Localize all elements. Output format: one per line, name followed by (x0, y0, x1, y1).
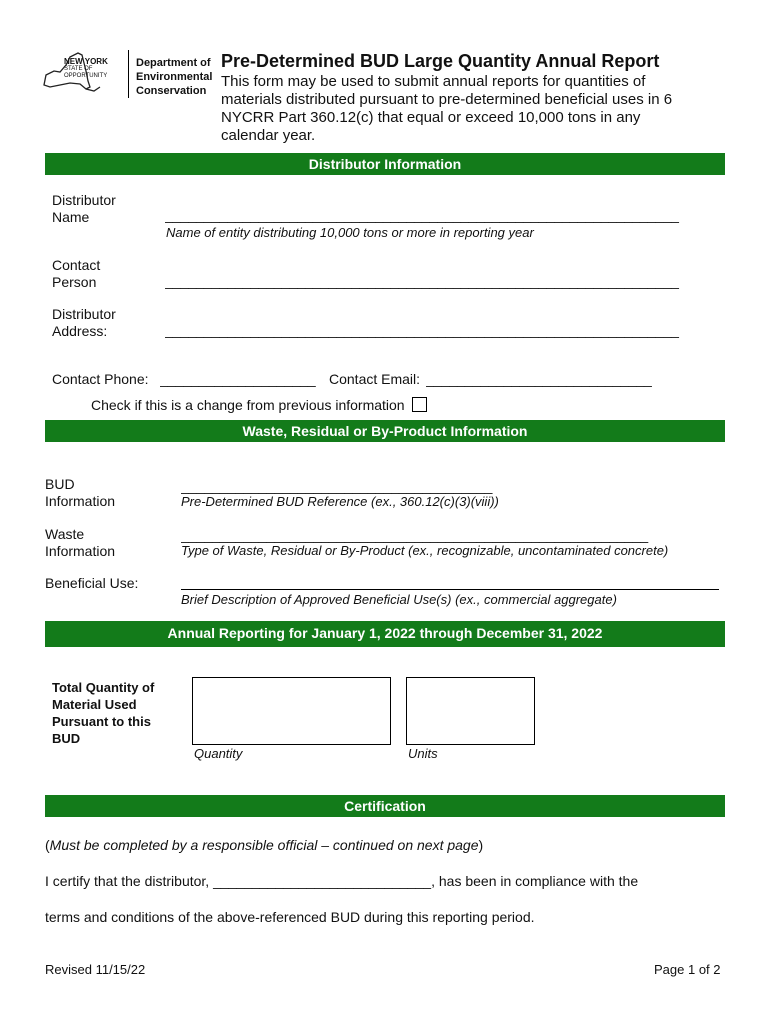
quantity-caption: Quantity (194, 746, 243, 761)
certification-note (45, 837, 483, 853)
bud-info-label-2: Information (45, 493, 116, 509)
distributor-address-label (52, 306, 116, 340)
units-caption: Units (408, 746, 438, 761)
contact-person-field[interactable]: __________________________________________________________________ (165, 273, 679, 289)
form-title: Pre-Determined BUD Large Quantity Annual Report (221, 51, 660, 71)
waste-info-label-2: Information (45, 543, 116, 559)
distributor-address-label-2: Address: (52, 323, 108, 339)
contact-phone-label: Contact Phone: (52, 371, 149, 387)
section-annual-header: Annual Reporting for January 1, 2022 through December 31, 2022 (45, 621, 725, 647)
logo-state: NEW YORK (64, 57, 108, 66)
logo-tagline-2: OPPORTUNITY (64, 73, 108, 79)
logo-state-text (64, 57, 108, 80)
bud-reference-field[interactable]: ________________________________________ (181, 478, 493, 494)
total-quantity-label-2: Material Used (52, 697, 137, 712)
distributor-name-label (52, 192, 116, 226)
waste-type-hint: Type of Waste, Residual or By-Product (ex., recognizable, uncontaminated concrete) (181, 543, 669, 558)
distributor-address-field[interactable]: __________________________________________________________________ (165, 322, 679, 338)
total-quantity-label (52, 679, 154, 747)
beneficial-use-field[interactable] (181, 589, 719, 590)
change-checkbox-label: Check if this is a change from previous information (91, 397, 405, 413)
section-distributor-header: Distributor Information (45, 153, 725, 175)
contact-email-field[interactable]: _____________________________ (426, 371, 652, 387)
units-input-box[interactable] (406, 677, 535, 745)
bud-reference-hint: Pre-Determined BUD Reference (ex., 360.12(c)(3)(viii)) (181, 494, 499, 509)
certification-statement-line-2: terms and conditions of the above-referenced BUD during this reporting period. (45, 909, 535, 925)
contact-phone-field[interactable]: ____________________ (160, 371, 316, 387)
revised-date: Revised 11/15/22 (45, 962, 146, 977)
quantity-input-box[interactable] (192, 677, 391, 745)
page-number: Page 1 of 2 (654, 962, 721, 977)
bud-info-label-1: BUD (45, 476, 75, 492)
logo-divider (128, 50, 129, 98)
certification-text-a: I certify that the distributor, (45, 873, 214, 889)
certification-text-b: , has been in compliance with the (431, 873, 639, 889)
certification-note-open: ( (45, 837, 50, 853)
waste-type-field[interactable]: ____________________________________________________________ (181, 527, 649, 543)
dept-line-3: Conservation (136, 85, 207, 97)
distributor-name-hint: Name of entity distributing 10,000 tons or more in reporting year (166, 225, 534, 240)
form-description: This form may be used to submit annual reports for quantities of materials distributed pursuant to pre-determined beneficial uses in 6 NYCRR Part 360.12(c) that equal or exceed 10,000 tons in any calendar year. (221, 73, 673, 144)
dept-line-2: Environmental (136, 71, 213, 83)
distributor-address-label-1: Distributor (52, 306, 116, 322)
waste-info-label (45, 526, 115, 560)
certification-statement-line-1 (45, 873, 638, 889)
dept-line-1: Department of (136, 57, 211, 69)
certification-note-close: ) (478, 837, 484, 853)
logo-tagline-1: STATE OF (64, 66, 93, 72)
total-quantity-label-4: BUD (52, 731, 81, 746)
bud-info-label (45, 476, 115, 510)
department-logo-text (136, 56, 212, 98)
change-checkbox[interactable] (412, 397, 427, 412)
waste-info-label-1: Waste (45, 526, 85, 542)
total-quantity-label-1: Total Quantity of (52, 680, 155, 695)
distributor-name-field[interactable]: __________________________________________________________________ (165, 207, 679, 223)
certification-distributor-field[interactable]: ____________________________ (213, 873, 432, 889)
total-quantity-label-3: Pursuant to this (52, 714, 151, 729)
contact-person-label (52, 257, 100, 291)
certification-note-text: Must be completed by a responsible official – continued on next page (49, 837, 479, 853)
contact-email-label: Contact Email: (329, 371, 421, 387)
beneficial-use-label: Beneficial Use: (45, 575, 139, 591)
contact-person-label-2: Person (52, 274, 97, 290)
distributor-name-label-2: Name (52, 209, 90, 225)
contact-person-label-1: Contact (52, 257, 101, 273)
section-waste-header: Waste, Residual or By-Product Information (45, 420, 725, 442)
distributor-name-label-1: Distributor (52, 192, 116, 208)
beneficial-use-hint: Brief Description of Approved Beneficial Use(s) (ex., commercial aggregate) (181, 592, 617, 607)
section-certification-header: Certification (45, 795, 725, 817)
